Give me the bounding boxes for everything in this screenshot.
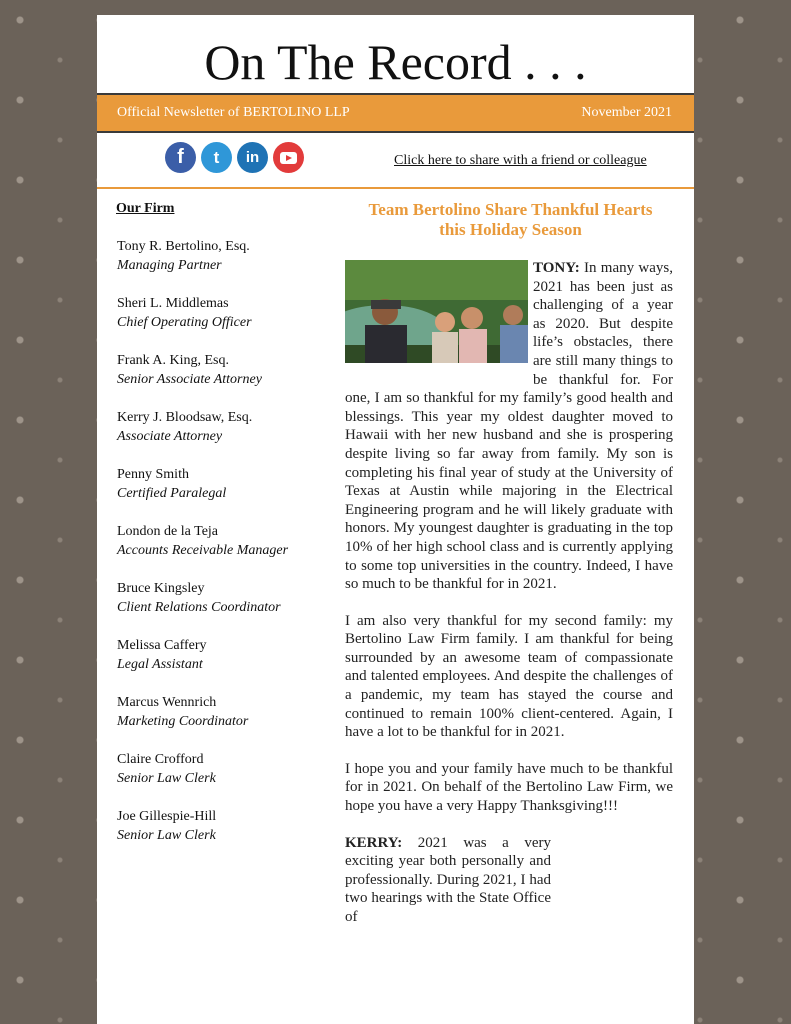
staff-member — [117, 579, 337, 636]
tony-text: In many ways, 2021 has been just as challenging of a year as 2020. But despite life’s obstacles, there are still many things to be thankful for. For one, I am so thankful for my family’s good health and blessings. This year my oldest daughter moved to Hawaii with her new husband and she is prospering despite living so far away from family. My son is completing his final year of study at the University of Texas at Austin while majoring in the Electrical Engineering program and he will likely graduate with honors. My youngest daughter is graduating in the top 10% of her high school class and is currently applying to some top universities in the country. Indeed, I have so much to be thankful for in 2021. — [345, 260, 674, 593]
issue-date: November 2021 — [581, 105, 672, 120]
staff-role: Chief Operating Officer — [117, 315, 252, 330]
staff-name: Frank A. King, Esq. — [117, 353, 229, 368]
staff-member — [117, 807, 337, 864]
staff-name: Joe Gillespie-Hill — [117, 809, 217, 824]
staff-role: Senior Associate Attorney — [117, 372, 262, 387]
staff-name: London de la Teja — [117, 524, 219, 539]
staff-member — [117, 522, 337, 579]
staff-name: Penny Smith — [117, 467, 189, 482]
staff-list — [117, 237, 337, 864]
staff-member — [117, 465, 337, 522]
header-bar — [97, 93, 694, 133]
staff-role: Associate Attorney — [117, 429, 223, 444]
staff-member — [117, 237, 337, 294]
staff-member — [117, 693, 337, 750]
share-link[interactable]: Click here to share with a friend or colleague — [394, 153, 647, 168]
staff-name: Bruce Kingsley — [117, 581, 205, 596]
linkedin-icon[interactable]: in — [237, 142, 268, 173]
youtube-icon[interactable] — [273, 142, 304, 173]
staff-member — [117, 408, 337, 465]
staff-role: Marketing Coordinator — [117, 714, 249, 729]
staff-role: Legal Assistant — [117, 657, 203, 672]
kerry-lead: KERRY: — [345, 834, 403, 851]
article-body — [345, 259, 673, 945]
newsletter-title: On The Record . . . — [204, 34, 587, 90]
staff-role: Senior Law Clerk — [117, 771, 216, 786]
our-firm-heading: Our Firm — [116, 201, 175, 216]
article-title-line: Team Bertolino Share Thankful Hearts — [368, 200, 653, 219]
staff-member — [117, 294, 337, 351]
staff-name: Claire Crofford — [117, 752, 204, 767]
staff-member — [117, 750, 337, 807]
photo-spacer — [345, 259, 533, 371]
newsletter-label: Official Newsletter of BERTOLINO LLP — [117, 105, 350, 120]
staff-role: Senior Law Clerk — [117, 828, 216, 843]
staff-role: Certified Paralegal — [117, 486, 227, 501]
article-paragraph: I am also very thankful for my second family: my Bertolino Law Firm family. I am thankful for being surrounded by an awesome team of compassionate and talented employees. And despite the challenges of a pandemic, my team has stayed the course and continued to remain 100% client-centered. Again, I have a lot to be thankful for in 2021. — [345, 612, 673, 741]
article-paragraph: I hope you and your family have much to be thankful for in 2021. On behalf of the Bertolino Law Firm, we hope you have a very Happy Thanksgiving!!! — [345, 760, 673, 815]
article-title — [347, 200, 674, 240]
staff-member — [117, 351, 337, 408]
article-title-line: this Holiday Season — [439, 220, 582, 239]
staff-role: Accounts Receivable Manager — [117, 543, 289, 558]
staff-role: Managing Partner — [117, 258, 222, 273]
staff-name: Marcus Wennrich — [117, 695, 217, 710]
facebook-icon[interactable]: f — [165, 142, 196, 173]
newsletter-page — [97, 15, 694, 1024]
staff-member — [117, 636, 337, 693]
twitter-icon[interactable]: t — [201, 142, 232, 173]
staff-name: Sheri L. Middlemas — [117, 296, 229, 311]
kerry-text: 2021 was a very exciting year both personally and professionally. During 2021, I had two hearings with the State Office of — [345, 834, 552, 925]
header-divider — [97, 187, 694, 189]
article-paragraph — [345, 834, 551, 927]
staff-name: Tony R. Bertolino, Esq. — [117, 239, 250, 254]
staff-name: Kerry J. Bloodsaw, Esq. — [117, 410, 253, 425]
staff-role: Client Relations Coordinator — [117, 600, 281, 615]
staff-name: Melissa Caffery — [117, 638, 207, 653]
tony-lead: TONY: — [533, 260, 580, 276]
